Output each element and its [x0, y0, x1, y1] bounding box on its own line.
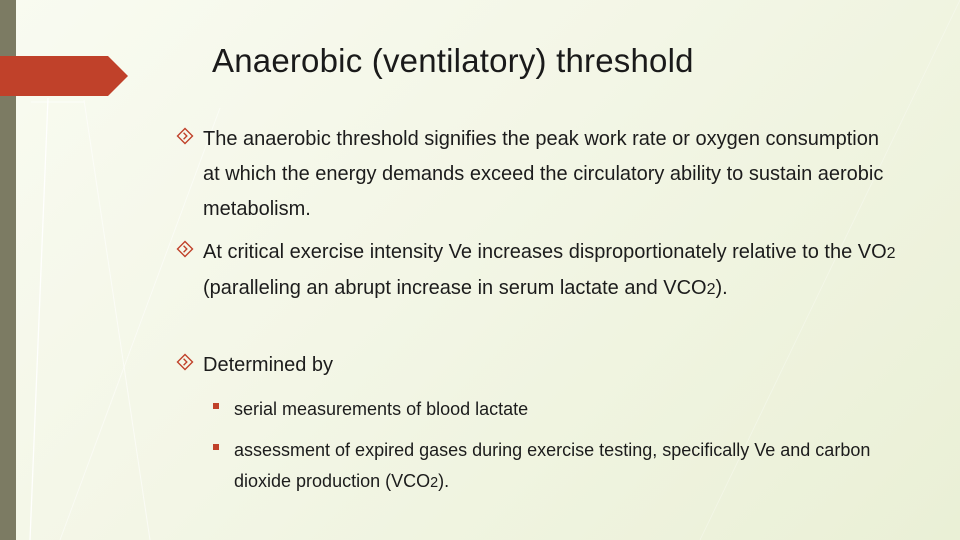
title-accent-tab	[0, 56, 128, 96]
bullet-text	[203, 235, 896, 307]
bullet-text-part: ).	[715, 277, 728, 299]
diamond-chevron-icon	[176, 240, 194, 258]
subscript: 2	[706, 281, 716, 298]
diamond-chevron-icon	[176, 353, 194, 371]
sub-bullet-item	[213, 394, 903, 425]
subscript: 2	[430, 475, 439, 491]
square-icon	[213, 444, 219, 450]
bullet-item	[176, 122, 896, 227]
sub-bullet-text-part: ).	[438, 471, 450, 491]
bullet-item	[176, 348, 896, 383]
bullet-text: The anaerobic threshold signifies the peak work rate or oxygen consumption at which the energy demands exceed the circulatory ability to sustain aerobic metabolism.	[203, 128, 884, 220]
sub-bullet-item	[213, 435, 903, 499]
bullet-text-part: At critical exercise intensity Ve increases disproportionately relative to the VO	[203, 241, 887, 263]
square-icon	[213, 403, 219, 409]
bullet-item	[176, 235, 896, 307]
slide-title: Anaerobic (ventilatory) threshold	[212, 42, 694, 79]
bullet-text-part: (paralleling an abrupt increase in serum lactate and VCO	[203, 277, 707, 299]
sub-bullet-text	[234, 435, 903, 499]
sub-bullet-text: serial measurements of blood lactate	[234, 399, 529, 419]
bullet-text: Determined by	[203, 354, 334, 376]
subscript: 2	[886, 245, 896, 262]
sub-bullet-text-part: assessment of expired gases during exercise testing, specifically Ve and carbon dioxide production (VCO	[234, 440, 871, 491]
diamond-chevron-icon	[176, 127, 194, 145]
